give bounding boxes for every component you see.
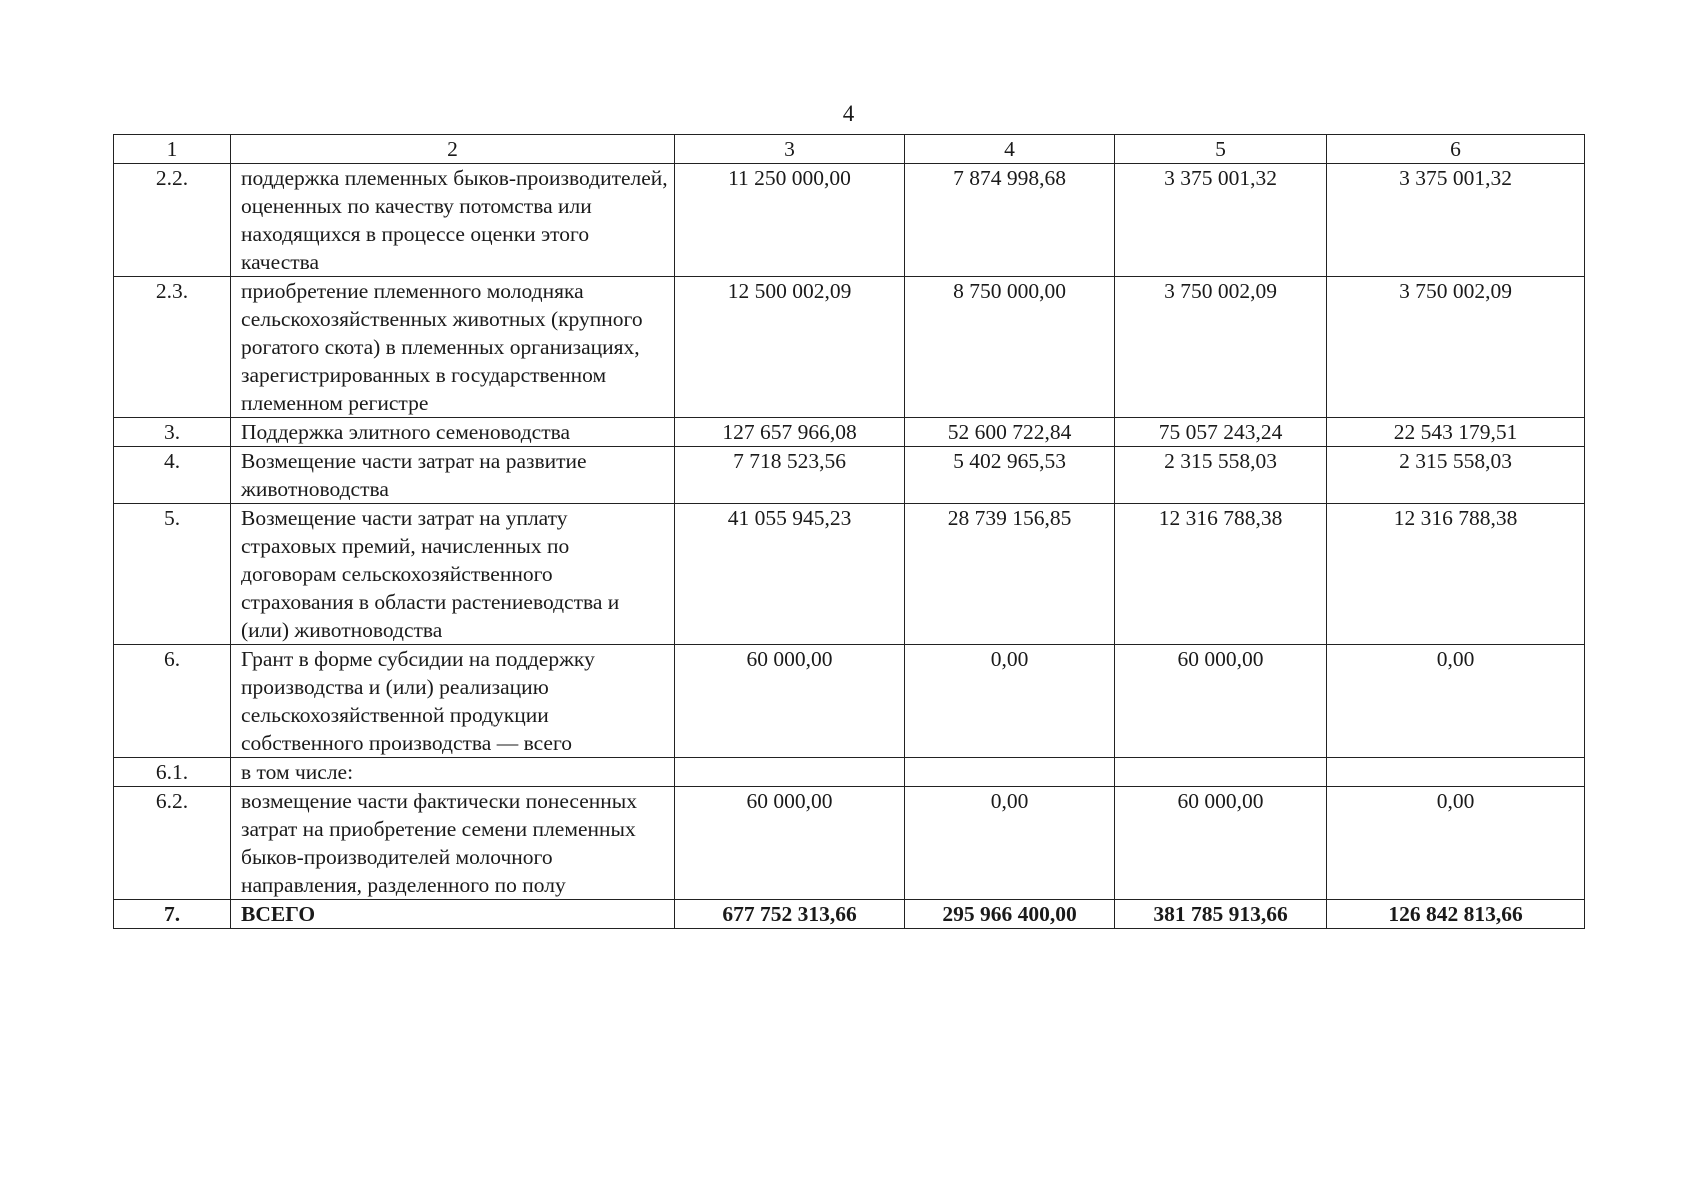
- table-row: [114, 758, 1585, 787]
- row-number: 3.: [114, 418, 231, 447]
- value-col6: 2 315 558,03: [1327, 447, 1585, 504]
- value-col4: 295 966 400,00: [905, 900, 1115, 929]
- row-name: Грант в форме субсидии на поддержку производства и (или) реализацию сельскохозяйственной продукции собственного производства — всего: [231, 645, 675, 758]
- value-col5: 12 316 788,38: [1115, 504, 1327, 645]
- row-number: 2.2.: [114, 164, 231, 277]
- value-col4: 5 402 965,53: [905, 447, 1115, 504]
- column-header: 6: [1327, 135, 1585, 164]
- value-col4: 0,00: [905, 645, 1115, 758]
- row-number: 2.3.: [114, 277, 231, 418]
- value-col4: 28 739 156,85: [905, 504, 1115, 645]
- value-col5: 381 785 913,66: [1115, 900, 1327, 929]
- value-col3: [675, 758, 905, 787]
- budget-table: [113, 134, 1585, 929]
- total-row: [114, 900, 1585, 929]
- value-col6: [1327, 758, 1585, 787]
- page-number: 4: [842, 101, 855, 126]
- row-name: в том числе:: [231, 758, 675, 787]
- row-number: 7.: [114, 900, 231, 929]
- row-name: возмещение части фактически понесенных затрат на приобретение семени племенных быков-производителей молочного направления, разделенного по полу: [231, 787, 675, 900]
- value-col3: 677 752 313,66: [675, 900, 905, 929]
- value-col4: 52 600 722,84: [905, 418, 1115, 447]
- value-col3: 60 000,00: [675, 787, 905, 900]
- value-col5: 60 000,00: [1115, 787, 1327, 900]
- value-col4: [905, 758, 1115, 787]
- value-col3: 7 718 523,56: [675, 447, 905, 504]
- value-col5: 60 000,00: [1115, 645, 1327, 758]
- column-header: 3: [675, 135, 905, 164]
- table-row: [114, 418, 1585, 447]
- row-number: 6.: [114, 645, 231, 758]
- value-col4: 8 750 000,00: [905, 277, 1115, 418]
- row-number: 6.1.: [114, 758, 231, 787]
- row-name: приобретение племенного молодняка сельскохозяйственных животных (крупного рогатого скота) в племенных организациях, зарегистрированных в государственном племенном регистре: [231, 277, 675, 418]
- value-col5: [1115, 758, 1327, 787]
- value-col4: 7 874 998,68: [905, 164, 1115, 277]
- table-row: [114, 164, 1585, 277]
- value-col5: 3 750 002,09: [1115, 277, 1327, 418]
- value-col4: 0,00: [905, 787, 1115, 900]
- table-row: [114, 787, 1585, 900]
- table-row: [114, 277, 1585, 418]
- row-name: Возмещение части затрат на развитие животноводства: [231, 447, 675, 504]
- row-number: 5.: [114, 504, 231, 645]
- value-col3: 11 250 000,00: [675, 164, 905, 277]
- row-name: поддержка племенных быков-производителей, оцененных по качеству потомства или находящихся в процессе оценки этого качества: [231, 164, 675, 277]
- value-col6: 126 842 813,66: [1327, 900, 1585, 929]
- column-header: 4: [905, 135, 1115, 164]
- column-header: 1: [114, 135, 231, 164]
- column-header: 5: [1115, 135, 1327, 164]
- value-col6: 3 750 002,09: [1327, 277, 1585, 418]
- table-row: [114, 447, 1585, 504]
- value-col3: 41 055 945,23: [675, 504, 905, 645]
- value-col6: 3 375 001,32: [1327, 164, 1585, 277]
- column-header: 2: [231, 135, 675, 164]
- table-row: [114, 645, 1585, 758]
- value-col5: 3 375 001,32: [1115, 164, 1327, 277]
- row-name: ВСЕГО: [231, 900, 675, 929]
- budget-table-container: [113, 134, 1584, 929]
- value-col6: 22 543 179,51: [1327, 418, 1585, 447]
- value-col5: 2 315 558,03: [1115, 447, 1327, 504]
- value-col3: 60 000,00: [675, 645, 905, 758]
- row-number: 4.: [114, 447, 231, 504]
- value-col5: 75 057 243,24: [1115, 418, 1327, 447]
- row-name: Возмещение части затрат на уплату страховых премий, начисленных по договорам сельскохозяйственного страхования в области растениеводства и (или) животноводства: [231, 504, 675, 645]
- row-name: Поддержка элитного семеноводства: [231, 418, 675, 447]
- value-col6: 0,00: [1327, 787, 1585, 900]
- value-col3: 127 657 966,08: [675, 418, 905, 447]
- row-number: 6.2.: [114, 787, 231, 900]
- value-col6: 12 316 788,38: [1327, 504, 1585, 645]
- table-row: [114, 504, 1585, 645]
- column-number-row: [114, 135, 1585, 164]
- value-col3: 12 500 002,09: [675, 277, 905, 418]
- value-col6: 0,00: [1327, 645, 1585, 758]
